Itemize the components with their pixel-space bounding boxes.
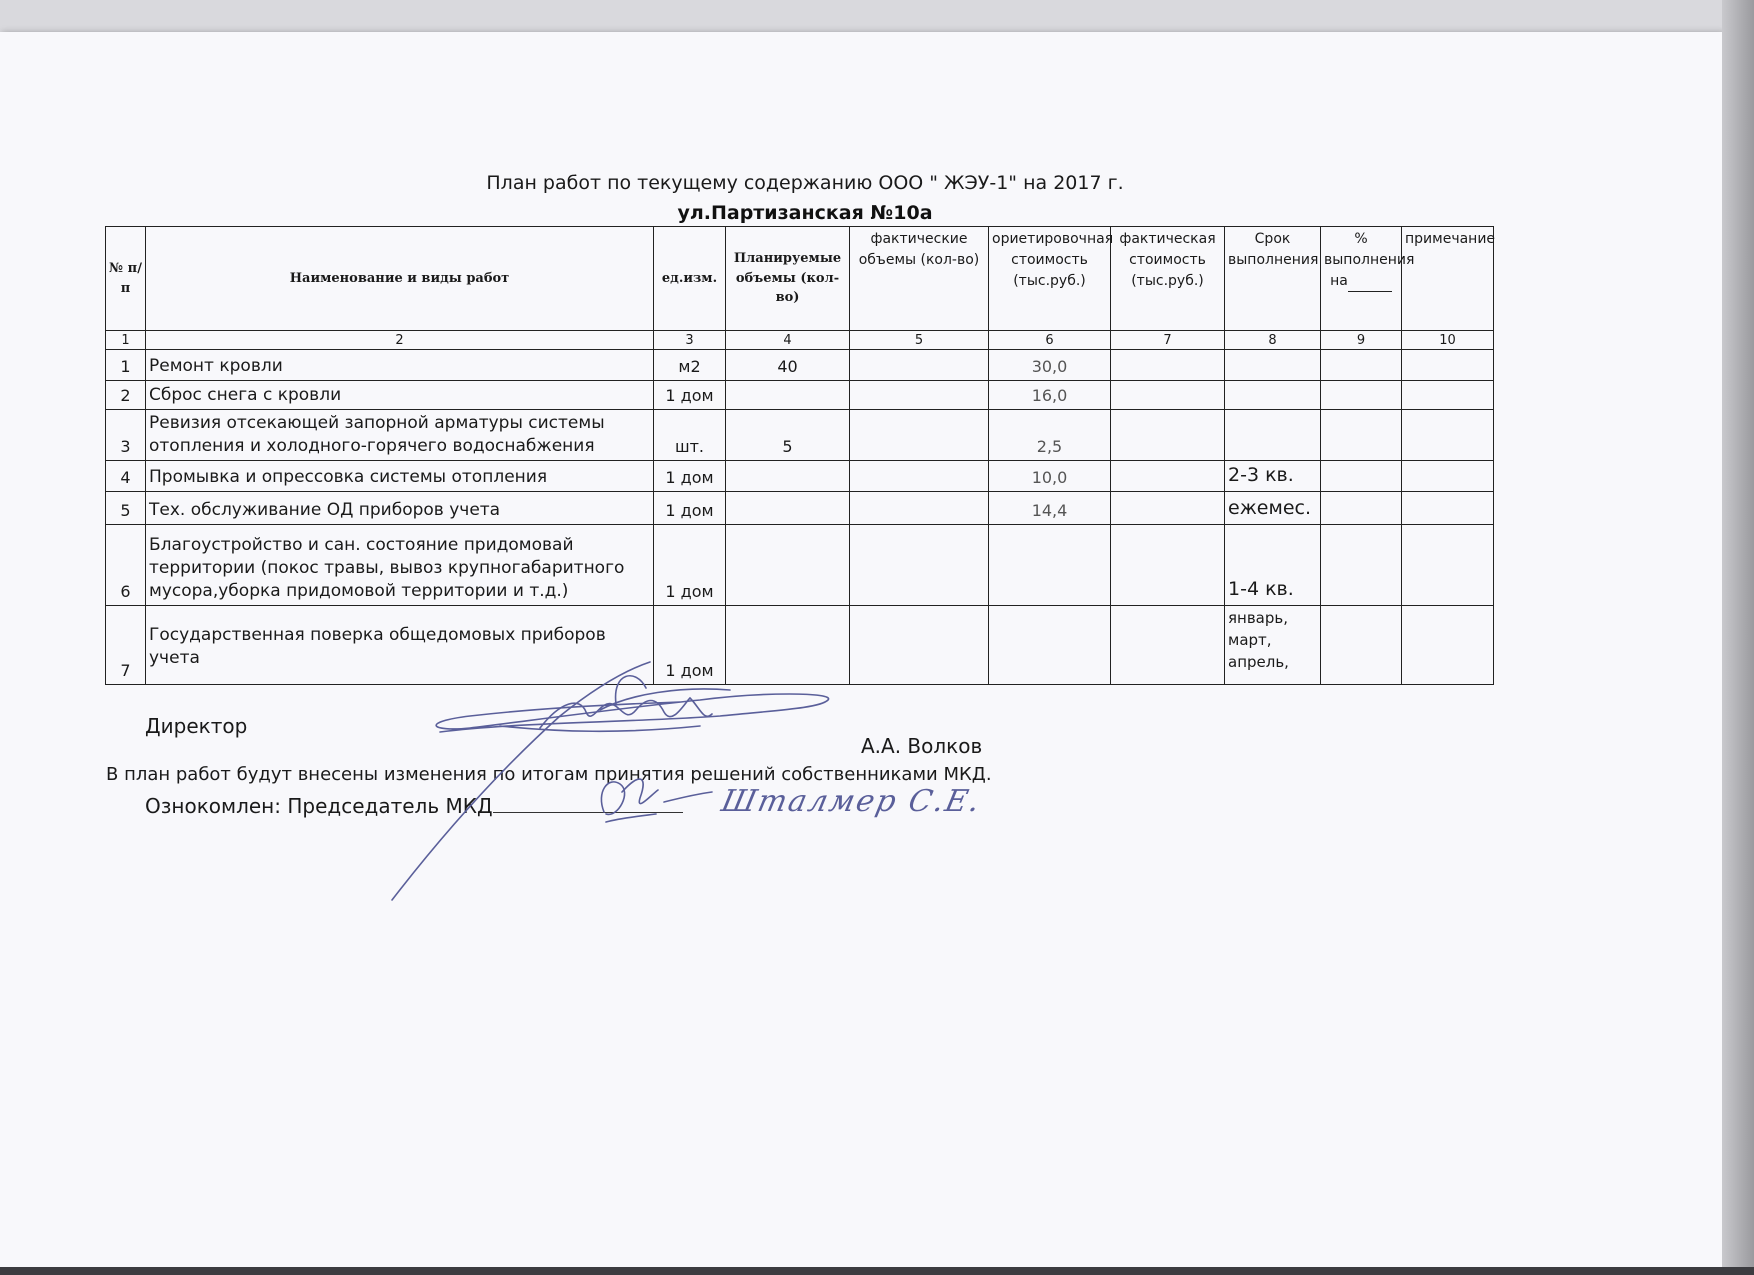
unit-cell: 1 дом	[654, 381, 726, 410]
chairman-signature	[601, 779, 712, 822]
document-sheet	[0, 32, 1722, 1268]
header-estimated-cost: ориетировочная стоимость (тыс.руб.)	[989, 227, 1111, 331]
work-name: Ревизия отсекающей запорной арматуры системы отопления и холодного-горячего водоснабжения	[146, 410, 654, 461]
unit-cell: шт.	[654, 410, 726, 461]
estimated-cost-cell: 14,4	[989, 492, 1111, 525]
column-number: 5	[850, 331, 989, 350]
signatures-overlay	[0, 32, 1722, 1268]
column-number: 4	[726, 331, 850, 350]
column-number: 7	[1111, 331, 1225, 350]
unit-cell: 1 дом	[654, 525, 726, 606]
work-name-text: Государственная поверка общедомовых приборов учета	[149, 625, 606, 669]
planned-volume-cell: 5	[726, 410, 850, 461]
document-subtitle: ул.Партизанская №10а	[677, 202, 933, 224]
term-cell: 1-4 кв.	[1225, 525, 1321, 606]
header-term: Срок выполнения	[1225, 227, 1321, 331]
term-cell: 2-3 кв.	[1225, 461, 1321, 492]
column-number: 2	[146, 331, 654, 350]
director-label: Директор	[145, 714, 248, 738]
row-number: 1	[106, 350, 146, 381]
work-name: Благоустройство и сан. состояние придомовай территории (покос травы, вывоз крупногабаритного мусора,уборка придомовой территории и т.д.)	[146, 525, 654, 606]
row-number: 5	[106, 492, 146, 525]
header-actual-volume: фактические объемы (кол-во)	[850, 227, 989, 331]
column-number: 1	[106, 331, 146, 350]
estimated-cost-cell: 30,0	[989, 350, 1111, 381]
work-name: Ремонт кровли	[146, 350, 654, 381]
unit-cell: м2	[654, 350, 726, 381]
estimated-cost-cell: 16,0	[989, 381, 1111, 410]
column-number: 3	[654, 331, 726, 350]
header-no: № п/п	[106, 227, 146, 331]
row-number: 2	[106, 381, 146, 410]
unit-cell: 1 дом	[654, 461, 726, 492]
acknowledgement-label: Ознокомлен: Председатель МКД	[145, 794, 493, 818]
column-number: 10	[1402, 331, 1494, 350]
row-number: 3	[106, 410, 146, 461]
changes-note: В план работ будут внесены изменения по итогам принятия решений собственниками МКД.	[106, 764, 992, 785]
header-unit: ед.изм.	[654, 227, 726, 331]
column-number: 8	[1225, 331, 1321, 350]
document-title: План работ по текущему содержанию ООО " ЖЭУ-1" на 2017 г.	[486, 172, 1124, 194]
chairman-handwritten-name	[718, 784, 984, 819]
unit-cell: 1 дом	[654, 492, 726, 525]
row-number: 4	[106, 461, 146, 492]
column-number: 9	[1321, 331, 1402, 350]
estimated-cost-cell: 10,0	[989, 461, 1111, 492]
term-cell: январь, март, апрель,	[1225, 606, 1321, 685]
scan-edge-right	[1722, 0, 1754, 1275]
header-planned: Планируемые объемы (кол-во)	[726, 227, 850, 331]
work-name: Сброс снега с кровли	[146, 381, 654, 410]
scan-edge-bottom	[0, 1267, 1754, 1275]
header-note: примечание	[1402, 227, 1494, 331]
director-name: А.А. Волков	[861, 734, 983, 758]
column-number: 6	[989, 331, 1111, 350]
planned-volume-cell: 40	[726, 350, 850, 381]
chairman-handwritten-name-text: Шталмер С.Е.	[718, 784, 985, 819]
unit-cell: 1 дом	[654, 606, 726, 685]
header-name: Наименование и виды работ	[146, 227, 654, 331]
director-signature	[392, 662, 829, 900]
work-name: Тех. обслуживание ОД приборов учета	[146, 492, 654, 525]
term-cell: ежемес.	[1225, 492, 1321, 525]
header-percent-on-label: на	[1330, 273, 1348, 289]
header-actual-cost: фактическая стоимость (тыс.руб.)	[1111, 227, 1225, 331]
row-number: 6	[106, 525, 146, 606]
work-name: Промывка и опрессовка системы отопления	[146, 461, 654, 492]
estimated-cost-cell: 2,5	[989, 410, 1111, 461]
header-percent-label: % выполнения	[1324, 231, 1415, 268]
row-number: 7	[106, 606, 146, 685]
